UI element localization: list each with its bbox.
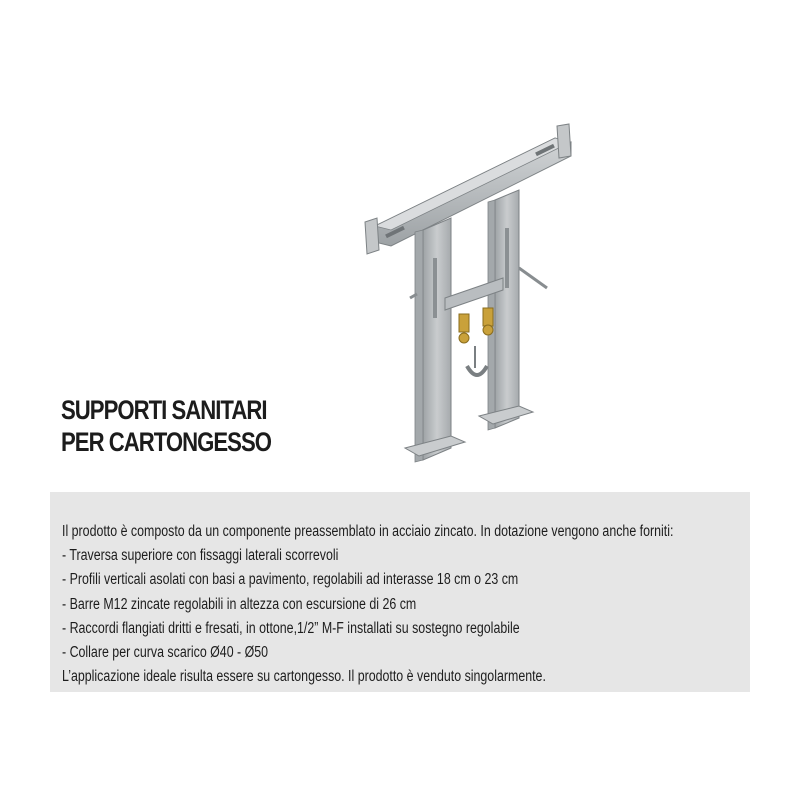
- description-item-m12-bars: - Barre M12 zincate regolabili in altezza con escursione di 26 cm: [62, 595, 417, 613]
- product-title-line-2: PER CARTONGESSO: [61, 427, 271, 457]
- description-item-drain-collar: - Collare per curva scarico Ø40 - Ø50: [62, 644, 269, 662]
- description-intro: Il prodotto è composto da un componente preassemblato in acciaio zincato. In dotazione vengono anche forniti:: [62, 523, 674, 540]
- sanitary-support-frame-illustration: [355, 118, 595, 470]
- product-title: [61, 394, 271, 458]
- product-image: [355, 118, 595, 470]
- product-description-text: [62, 520, 673, 689]
- description-item-brass-fittings: - Raccordi flangiati dritti e fresati, in ottone,1/2” M-F installati su sostegno regolabile: [62, 619, 520, 637]
- product-description-box: [50, 492, 750, 692]
- description-item-crossbar: - Traversa superiore con fissaggi laterali scorrevoli: [62, 547, 339, 565]
- description-item-vertical-profiles: - Profili verticali asolati con basi a pavimento, regolabili ad interasse 18 cm o 23 cm: [62, 571, 519, 589]
- product-title-line-1: SUPPORTI SANITARI: [61, 395, 267, 425]
- description-closing: L’applicazione ideale risulta essere su cartongesso. Il prodotto è venduto singolarmente.: [62, 668, 546, 686]
